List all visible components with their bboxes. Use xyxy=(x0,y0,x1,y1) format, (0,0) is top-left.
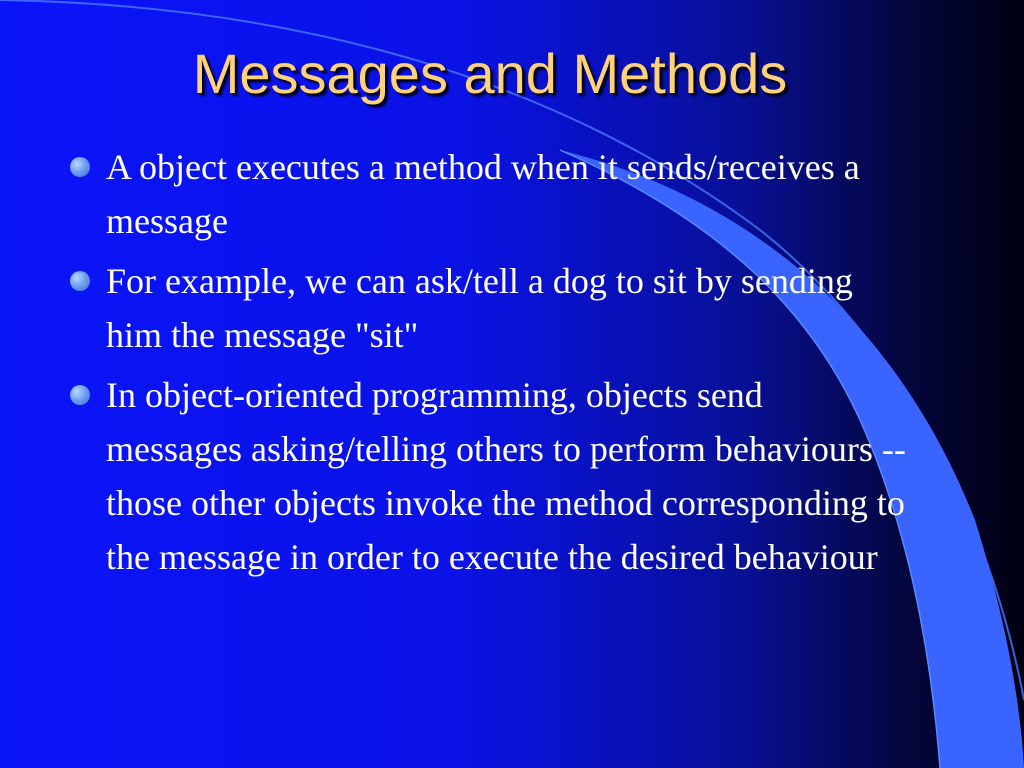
bullet-list xyxy=(0,140,1024,590)
slide-title: Messages and Methods xyxy=(192,42,788,105)
bullet-text: For example, we can ask/tell a dog to sit by sending him the message "sit" xyxy=(106,261,853,355)
bullet-dot-icon xyxy=(70,271,90,291)
bullet-text: In object-oriented programming, objects send messages asking/telling others to perform behaviours -- those other objects invoke the method corresponding to the message in order to execute the desired behaviour xyxy=(106,375,906,577)
bullet-dot-icon xyxy=(70,385,90,405)
bullet-text: A object executes a method when it sends/receives a message xyxy=(106,147,860,241)
bullet-dot-icon xyxy=(70,157,90,177)
bullet-item xyxy=(0,254,906,362)
bullet-item xyxy=(0,140,906,248)
bullet-item xyxy=(0,368,906,584)
